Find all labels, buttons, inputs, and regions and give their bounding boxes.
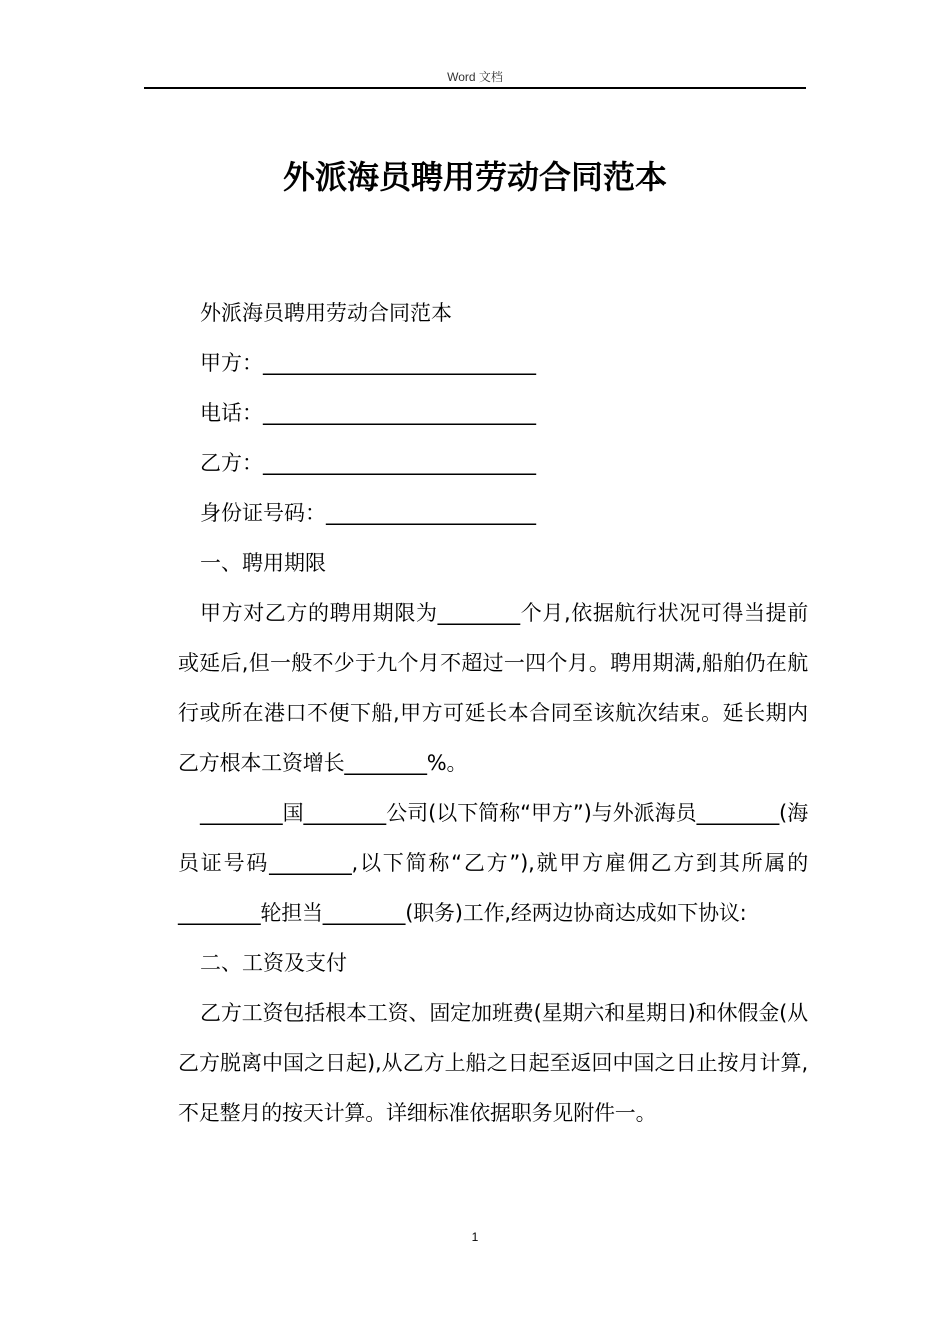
party-b-field: 乙方：__________________________ [200,451,536,475]
header-divider [144,87,806,89]
document-body [178,288,808,1138]
section-1-paragraph: 甲方对乙方的聘用期限为________个月,依据航行状况可得当提前或延后,但一般不少于九个月不超过一四个月。聘用期满,船舶仍在航行或所在港口不便下船,甲方可延长本合同至该航次结束。延长期内乙方根本工资增长________%。 [178,601,808,775]
page-number: 1 [471,1230,479,1244]
section-2-heading: 二、工资及支付 [200,951,347,975]
page-header: Word 文档 [447,70,503,84]
intro-paragraph: ________国________公司(以下简称“甲方”)与外派海员________(海员证号码________,以下简称“乙方”),就甲方雇佣乙方到其所属的________轮担当________(职务)工作,经两边协商达成如下协议: [178,801,808,925]
id-number-field: 身份证号码：____________________ [200,501,536,525]
subtitle: 外派海员聘用劳动合同范本 [200,301,452,325]
section-1-heading: 一、聘用期限 [200,551,326,575]
phone-field: 电话：__________________________ [200,401,536,425]
section-2-paragraph: 乙方工资包括根本工资、固定加班费(星期六和星期日)和休假金(从乙方脱离中国之日起),从乙方上船之日起至返回中国之日止按月计算,不足整月的按天计算。详细标准依据职务见附件一。 [178,1001,808,1125]
party-a-field: 甲方：__________________________ [200,351,536,375]
document-title: 外派海员聘用劳动合同范本 [282,158,667,196]
